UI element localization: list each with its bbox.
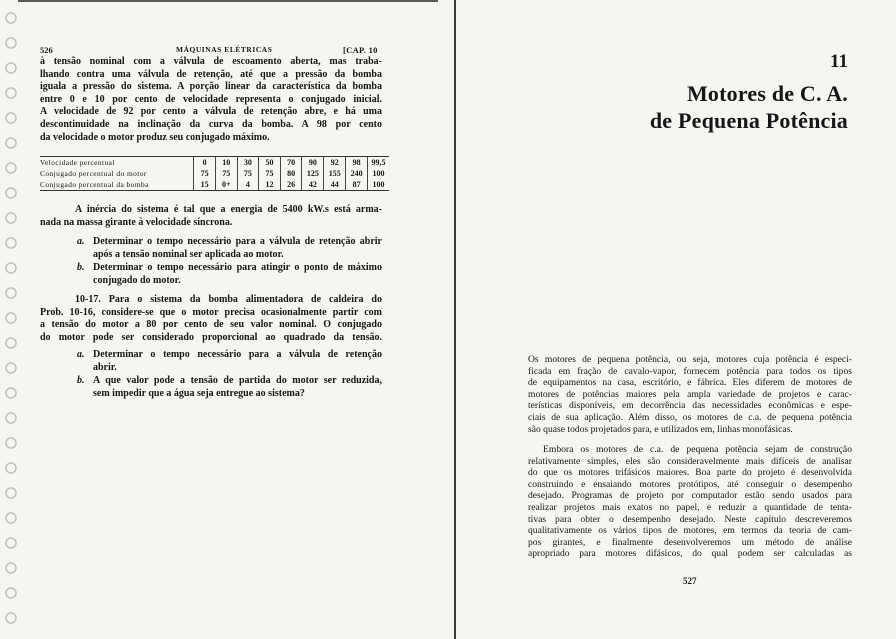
item-text xyxy=(93,262,382,287)
text-line: ficada em fração de cavalo-vapor, fornecem potência para todos os tipos xyxy=(528,365,852,377)
chapter-number: 11 xyxy=(830,51,848,72)
chapter-reference: [CAP. 10 xyxy=(343,45,378,55)
text-line: Determinar o tempo necessário para a válvula de retenção xyxy=(93,349,382,360)
table-cell: 10 xyxy=(215,157,237,169)
item-text xyxy=(93,349,382,374)
text-line: conjugado do motor. xyxy=(93,274,181,286)
paragraph xyxy=(40,56,382,144)
item-label: a. xyxy=(77,236,85,247)
paragraph xyxy=(40,204,382,229)
list-item xyxy=(77,349,382,374)
text-line: terísticas disponíveis, em decorrência das necessidades econômicas e espe- xyxy=(528,400,852,412)
table-cell: 240 xyxy=(346,168,368,179)
table-cell: 99,5 xyxy=(367,157,389,169)
table-cell: 75 xyxy=(259,168,281,179)
list-item xyxy=(77,262,382,287)
text-line: iguala a pressão do sistema. A porção linear da característica da bomba xyxy=(40,81,382,93)
table-cell: 100 xyxy=(367,168,389,179)
text-line: A velocidade de 92 por cento a válvula de retenção abre, e há uma xyxy=(40,106,382,118)
page-number: 527 xyxy=(683,576,697,586)
text-line: do que os motores trifásicos maiores. Boa parte do projeto é desenvolvida xyxy=(528,467,852,479)
text-line: A que valor pode a tensão de partida do motor ser reduzida, xyxy=(93,375,382,386)
table-cell: 125 xyxy=(302,168,324,179)
text-line: descontinuidade na inclinação da curva da bomba. A 98 por cento xyxy=(40,118,382,130)
text-line: a tensão do motor a 80 por cento de seu valor nominal. O conjugado xyxy=(40,319,382,331)
text-line: qualitativamente os vários tipos de motores, em termos da teoria de cam- xyxy=(528,525,852,537)
list-item xyxy=(77,375,382,400)
text-line: após a tensão nominal ser aplicada ao motor. xyxy=(93,248,284,260)
table-cell: 50 xyxy=(259,157,281,169)
text-line: Determinar o tempo necessário para a válvula de retenção abrir xyxy=(93,236,382,247)
table-cell: 44 xyxy=(324,179,346,191)
data-table xyxy=(40,156,389,191)
table-cell: 75 xyxy=(215,168,237,179)
text-line: A inércia do sistema é tal que a energia de 5400 kW.s está arma- xyxy=(75,204,382,215)
item-text xyxy=(93,375,382,400)
paragraph xyxy=(528,444,852,560)
text-line: 10-17. Para o sistema da bomba alimentadora de caldeira do xyxy=(75,294,382,305)
text-line: entre 0 e 10 por cento de velocidade representa o conjugado inicial. xyxy=(40,93,382,105)
right-page xyxy=(457,0,896,639)
table-cell: 80 xyxy=(280,168,302,179)
item-label: b. xyxy=(77,375,85,386)
table-cell: 92 xyxy=(324,157,346,169)
text-line: construindo e ensaiando motores protótipos, até conseguir o desempenho xyxy=(528,478,852,490)
table-cell: 90 xyxy=(302,157,324,169)
table-cell: 4 xyxy=(237,179,259,191)
text-line: desejado. Programas de projeto por computador estão sendo usados para xyxy=(528,490,852,502)
text-line: realizar projetos mais exatos no papel, e reduzir a quantidade de tenta- xyxy=(528,501,852,513)
item-label: b. xyxy=(77,262,85,273)
table-row xyxy=(40,157,389,169)
table-cell: 0+ xyxy=(215,179,237,191)
table-cell: 0 xyxy=(194,157,216,169)
row-label: Conjugado percentual do motor xyxy=(40,169,147,178)
chapter-title-line: de Pequena Potência xyxy=(649,108,848,133)
text-line: lhando contra uma válvula de retenção, até que a pressão da bomba xyxy=(40,68,382,80)
text-line: ciais de sua aplicação. Além disso, os motores de c.a. de pequena potência xyxy=(528,411,852,423)
text-line: Embora os motores de c.a. de pequena potência sejam de construção xyxy=(543,444,852,455)
table-cell: 12 xyxy=(259,179,281,191)
paragraph xyxy=(528,354,852,435)
item-text xyxy=(93,236,382,261)
text-line: Determinar o tempo necessário para atingir o ponto de máximo xyxy=(93,262,382,273)
item-label: a. xyxy=(77,349,85,360)
text-line: Os motores de pequena potência, ou seja, motores cuja potência é especi- xyxy=(528,354,852,365)
paragraph xyxy=(40,294,382,344)
text-line: tivas para obter o desempenho desejado. Neste capítulo descreveremos xyxy=(528,513,852,525)
chapter-title-line: Motores de C. A. xyxy=(686,81,848,106)
table-cell: 87 xyxy=(346,179,368,191)
text-line: apropriado para motores difásicos, do qual podem ser calculadas as xyxy=(528,548,852,560)
list-item xyxy=(77,236,382,261)
running-title: MÁQUINAS ELÉTRICAS xyxy=(176,45,273,54)
text-line: relativamente simples, eles são consideravelmente mais difíceis de analisar xyxy=(528,455,852,467)
text-line: Prob. 10-16, considere-se que o motor precisa ocasionalmente partir com xyxy=(40,306,382,318)
table-cell: 70 xyxy=(280,157,302,169)
table-cell: 100 xyxy=(367,179,389,191)
table-row xyxy=(40,179,389,191)
text-line: do motor pode ser considerado proporcional ao quadrado da tensão. xyxy=(40,331,382,343)
text-line: de equipamentos na casa, escritório, e fábrica. Eles diferem de motores de xyxy=(528,377,852,389)
text-line: sem impedir que a água seja entregue ao sistema? xyxy=(93,387,305,399)
text-line: são quase todos projetados para, e utilizados em, linhas monofásicas. xyxy=(528,423,793,435)
row-label: Conjugado percentual da bomba xyxy=(40,180,149,189)
table-cell: 75 xyxy=(194,168,216,179)
text-line: nada na massa girante à velocidade síncrona. xyxy=(40,216,233,228)
text-line: à tensão nominal com a válvula de escoamento aberta, mas traba- xyxy=(40,56,382,67)
table-cell: 15 xyxy=(194,179,216,191)
page-number: 526 xyxy=(40,45,53,55)
table-cell: 30 xyxy=(237,157,259,169)
table-cell: 42 xyxy=(302,179,324,191)
text-line: da velocidade o motor produz seu conjugado máximo. xyxy=(40,131,270,143)
table-row xyxy=(40,168,389,179)
text-line: motores de potências maiores pela ampla variedade de projetos e carac- xyxy=(528,388,852,400)
row-label: Velocidade percentual xyxy=(40,158,115,167)
text-line: pos girantes, e finalmente desenvolveremos um método de análise xyxy=(528,536,852,548)
table-cell: 75 xyxy=(237,168,259,179)
text-line: abrir. xyxy=(93,361,117,373)
table-cell: 26 xyxy=(280,179,302,191)
table-cell: 155 xyxy=(324,168,346,179)
table-cell: 98 xyxy=(346,157,368,169)
